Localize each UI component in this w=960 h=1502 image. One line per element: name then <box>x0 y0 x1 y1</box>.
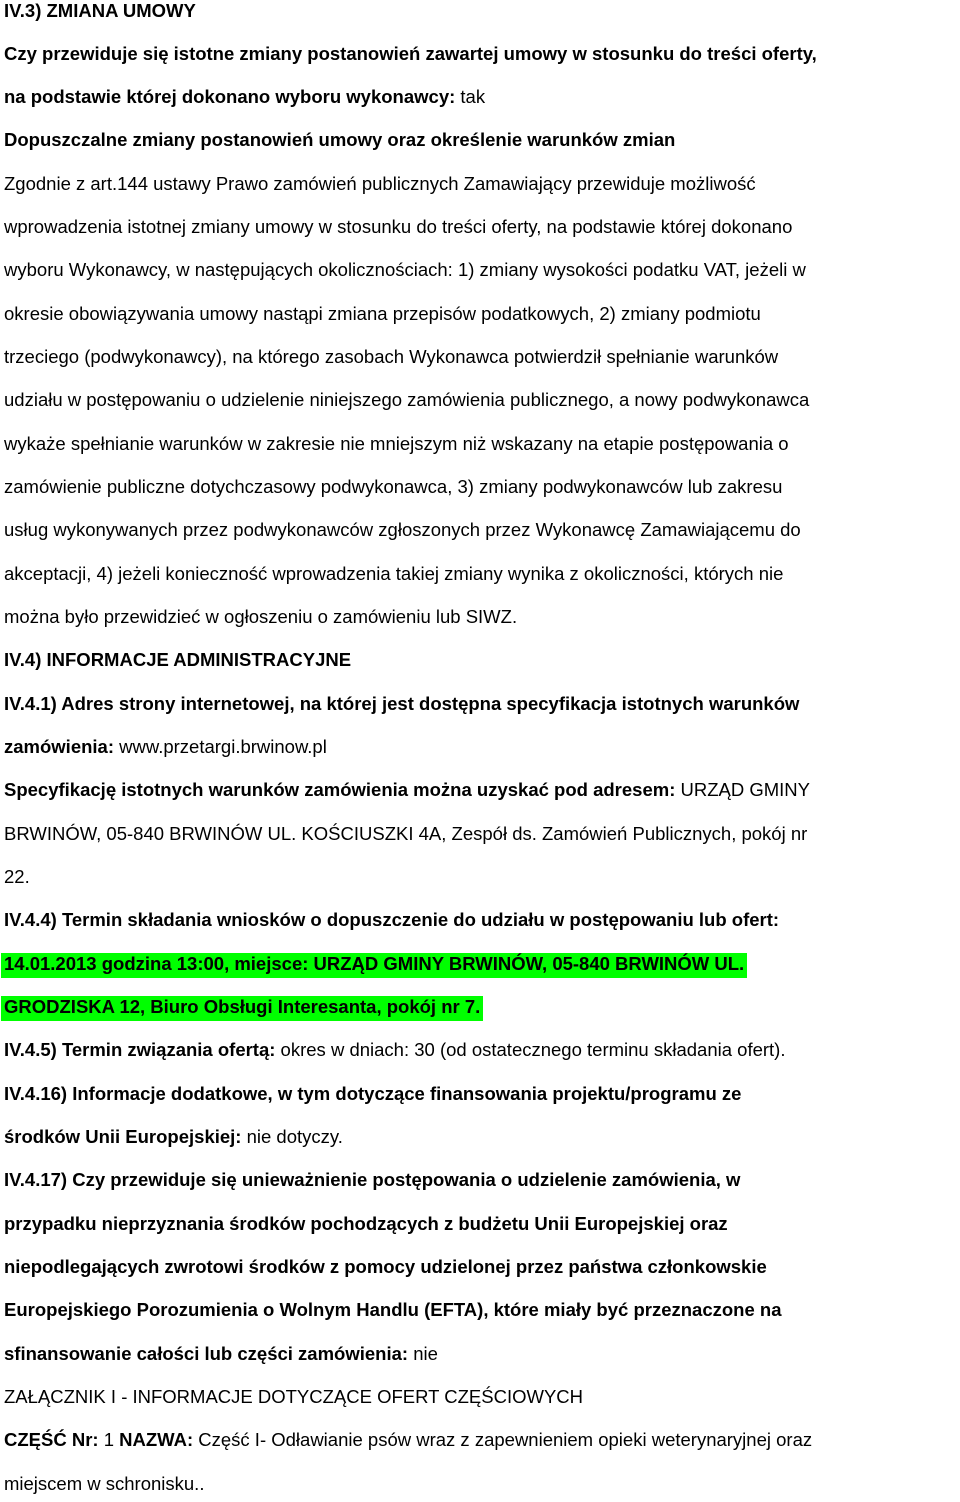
deadline-line <box>4 996 483 1018</box>
body-line: wprowadzenia istotnej zmiany umowy w stosunku do treści oferty, na podstawie której dokonano <box>4 216 793 237</box>
iv417-label: niepodlegających zwrotowi środków z pomocy udzielonej przez państwa członkowskie <box>4 1256 767 1277</box>
spec-label: Specyfikację istotnych warunków zamówienia można uzyskać pod adresem: <box>4 779 676 800</box>
body-line: trzeciego (podwykonawcy), na którego zasobach Wykonawca potwierdził spełnianie warunków <box>4 346 779 367</box>
iv45-value: okres w dniach: 30 (od ostatecznego terminu składania ofert). <box>275 1039 786 1060</box>
iv416-value: nie dotyczy. <box>241 1126 343 1147</box>
body-line: można było przewidzieć w ogłoszeniu o zamówieniu lub SIWZ. <box>4 606 518 627</box>
body-line: wykaże spełnianie warunków w zakresie nie mniejszym niż wskazany na etapie postępowania o <box>4 433 789 454</box>
spec-address-line: 22. <box>4 866 30 887</box>
deadline-highlight: GRODZISKA 12, Biuro Obsługi Interesanta, pokój nr 7. <box>1 996 483 1021</box>
body-line: usług wykonywanych przez podwykonawców zgłoszonych przez Wykonawcę Zamawiającemu do <box>4 519 801 540</box>
iv417-label-end: sfinansowanie całości lub części zamówienia: <box>4 1343 409 1364</box>
iv45-line <box>4 1039 785 1061</box>
spec-address: URZĄD GMINY <box>675 779 810 800</box>
deadline-line <box>4 953 747 975</box>
website-link[interactable]: www.przetargi.brwinow.pl <box>114 736 327 757</box>
section-heading-iv3: IV.3) ZMIANA UMOWY <box>4 0 196 21</box>
name-value-line: miejscem w schronisku.. <box>4 1473 205 1494</box>
part-label: CZĘŚĆ Nr: <box>4 1429 99 1450</box>
question-answer: tak <box>455 86 486 107</box>
body-line: wyboru Wykonawcy, w następujących okolicznościach: 1) zmiany wysokości podatku VAT, jeżeli w <box>4 259 806 280</box>
spec-address-line: BRWINÓW, 05-840 BRWINÓW UL. KOŚCIUSZKI 4A, Zespół ds. Zamówień Publicznych, pokój nr <box>4 823 808 844</box>
iv416-label-end: środków Unii Europejskiej: <box>4 1126 242 1147</box>
iv41-line <box>4 736 327 758</box>
deadline-highlight: 14.01.2013 godzina 13:00, miejsce: URZĄD GMINY BRWINÓW, 05-840 BRWINÓW UL. <box>1 953 747 978</box>
iv417-label: IV.4.17) Czy przewiduje się unieważnienie postępowania o udzielenie zamówienia, w <box>4 1169 741 1190</box>
annex-title: ZAŁĄCZNIK I - INFORMACJE DOTYCZĄCE OFERT CZĘŚCIOWYCH <box>4 1386 584 1407</box>
iv41-label: IV.4.1) Adres strony internetowej, na której jest dostępna specyfikacja istotnych warunków <box>4 693 800 714</box>
iv416-line <box>4 1126 343 1148</box>
iv45-label: IV.4.5) Termin związania ofertą: <box>4 1039 276 1060</box>
question-label: na podstawie której dokonano wyboru wykonawcy: <box>4 86 456 107</box>
iv44-label: IV.4.4) Termin składania wniosków o dopuszczenie do udziału w postępowaniu lub ofert: <box>4 909 780 930</box>
body-line: akceptacji, 4) jeżeli konieczność wprowadzenia takiej zmiany wynika z okoliczności, których nie <box>4 563 784 584</box>
body-line: zamówienie publiczne dotychczasowy podwykonawca, 3) zmiany podwykonawców lub zakresu <box>4 476 783 497</box>
spec-line <box>4 779 810 801</box>
sub-heading: Dopuszczalne zmiany postanowień umowy oraz określenie warunków zmian <box>4 129 676 150</box>
question-line: Czy przewiduje się istotne zmiany postanowień zawartej umowy w stosunku do treści oferty, <box>4 43 817 64</box>
iv41-label-end: zamówienia: <box>4 736 114 757</box>
question-line <box>4 86 485 108</box>
iv417-label: przypadku nieprzyznania środków pochodzących z budżetu Unii Europejskiej oraz <box>4 1213 728 1234</box>
annex-part-line <box>4 1429 812 1451</box>
body-line: Zgodnie z art.144 ustawy Prawo zamówień publicznych Zamawiający przewiduje możliwość <box>4 173 756 194</box>
section-heading-iv4: IV.4) INFORMACJE ADMINISTRACYJNE <box>4 649 352 670</box>
iv416-label: IV.4.16) Informacje dodatkowe, w tym dotyczące finansowania projektu/programu ze <box>4 1083 742 1104</box>
name-value: Część I- Odławianie psów wraz z zapewnieniem opieki weterynaryjnej oraz <box>193 1429 813 1450</box>
iv417-label: Europejskiego Porozumienia o Wolnym Handlu (EFTA), które miały być przeznaczone na <box>4 1299 782 1320</box>
name-label: NAZWA: <box>119 1429 194 1450</box>
iv417-line <box>4 1343 438 1365</box>
body-line: okresie obowiązywania umowy nastąpi zmiana przepisów podatkowych, 2) zmiany podmiotu <box>4 303 761 324</box>
iv417-value: nie <box>408 1343 438 1364</box>
body-line: udziału w postępowaniu o udzielenie niniejszego zamówienia publicznego, a nowy podwykonawca <box>4 389 810 410</box>
part-number: 1 <box>98 1429 120 1450</box>
